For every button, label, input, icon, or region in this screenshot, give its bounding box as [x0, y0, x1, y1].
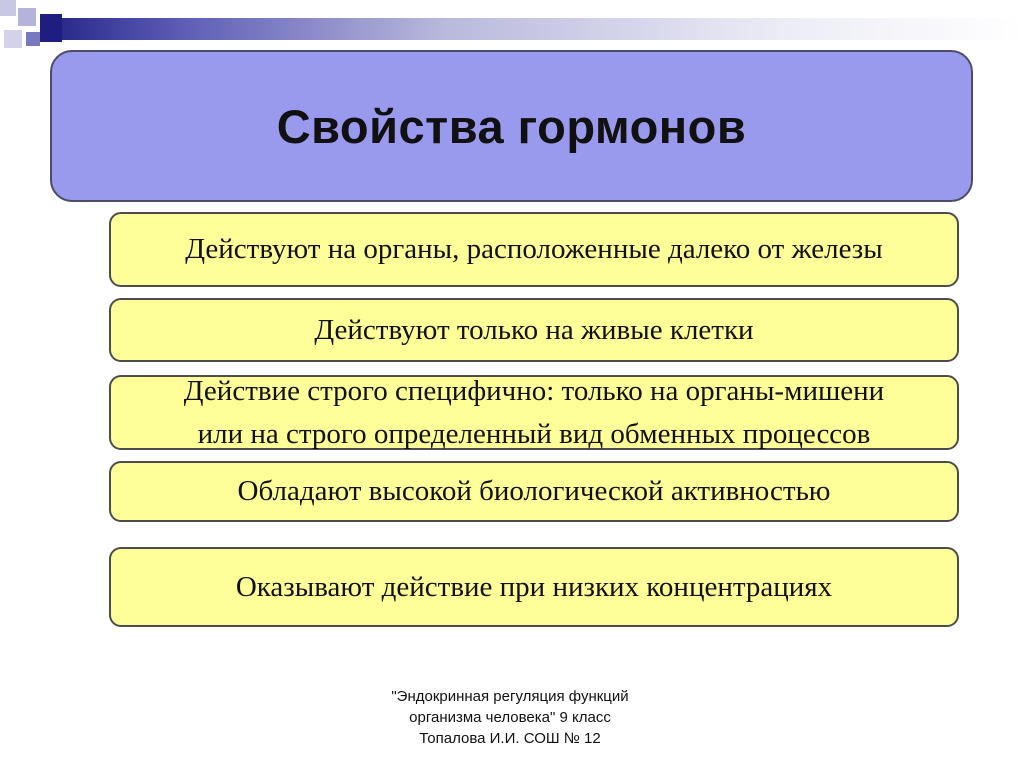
footer-caption — [330, 686, 690, 749]
property-box — [109, 375, 959, 450]
deco-square — [0, 0, 16, 16]
property-box — [109, 212, 959, 287]
slide-title: Свойства гормонов — [276, 99, 747, 153]
footer-line: Топалова И.И. СОШ № 12 — [419, 730, 601, 747]
deco-square — [40, 14, 62, 42]
property-text: или на строго определенный вид обменных процессов — [197, 417, 871, 450]
footer-line: организма человека" 9 класс — [409, 709, 611, 726]
title-box — [50, 50, 973, 202]
property-box — [109, 298, 959, 362]
deco-square — [26, 32, 40, 46]
property-text: Оказывают действие при низких концентрациях — [235, 570, 833, 603]
property-text: Действуют на органы, расположенные далеко от железы — [185, 233, 883, 266]
footer-line: "Эндокринная регуляция функций — [391, 688, 629, 705]
header-gradient-bar — [60, 18, 1024, 40]
property-box — [109, 461, 959, 522]
deco-square — [4, 30, 22, 48]
deco-square — [18, 8, 36, 26]
property-text: Обладают высокой биологической активностью — [237, 475, 831, 508]
property-box — [109, 547, 959, 627]
property-text: Действуют только на живые клетки — [314, 313, 754, 346]
property-text: Действие строго специфично: только на органы-мишени — [183, 375, 885, 408]
